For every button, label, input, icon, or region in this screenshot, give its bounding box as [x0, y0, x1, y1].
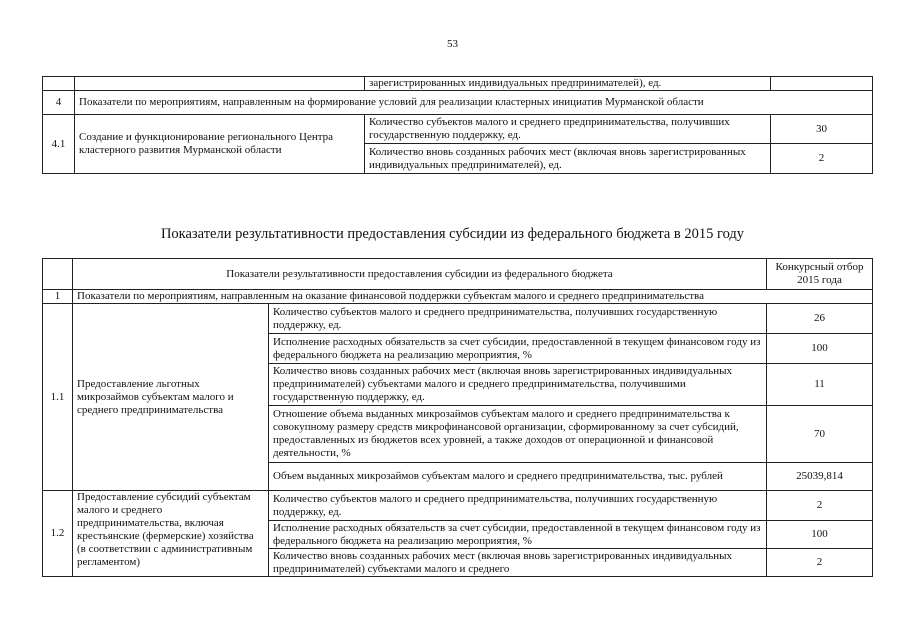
- section-row: [43, 290, 873, 304]
- indicator-cell: зарегистрированных индивидуальных предпринимателей), ед.: [365, 77, 771, 91]
- table-row: [43, 491, 873, 521]
- row-number-cell: 1: [43, 290, 73, 304]
- indicator-cell: Исполнение расходных обязательств за счет субсидии, предоставленной в текущем финансовом году из федерального бюджета на реализацию мероприятия, %: [269, 521, 767, 549]
- indicator-cell: Количество вновь созданных рабочих мест (включая вновь зарегистрированных индивидуальных предпринимателей) субъектами малого и среднего: [269, 549, 767, 577]
- row-number-cell: 4.1: [43, 115, 75, 174]
- indicator-cell: Отношение объема выданных микрозаймов субъектам малого и среднего предпринимательства к совокупному размеру средств микрофинансовой организации, сформированному за счет субсидий, предоставленных из бюджетов всех уровней, а также доходов от операционной и финансовой деятельности, %: [269, 406, 767, 463]
- value-cell: 100: [767, 334, 873, 364]
- activity-cell: Предоставление субсидий субъектам малого и среднего предпринимательства, включая крестьянские (фермерские) хозяйства (в соответствии с административным регламентом): [73, 491, 269, 577]
- indicator-cell: Количество субъектов малого и среднего предпринимательства, получивших государственную поддержку, ед.: [365, 115, 771, 144]
- value-cell: 70: [767, 406, 873, 463]
- table-row: [43, 115, 873, 144]
- row-number-cell: 1.1: [43, 304, 73, 491]
- value-cell: [771, 77, 873, 91]
- header-number-cell: [43, 259, 73, 290]
- page-number: 53: [447, 38, 458, 50]
- activity-cell: Создание и функционирование регионального Центра кластерного развития Мурманской области: [75, 115, 365, 174]
- section-heading: Показатели результативности предоставления субсидии из федерального бюджета в 2015 году: [160, 226, 745, 242]
- indicator-cell: Исполнение расходных обязательств за счет субсидии, предоставленной в текущем финансовом году из федерального бюджета на реализацию мероприятия, %: [269, 334, 767, 364]
- indicator-cell: Количество субъектов малого и среднего предпринимательства, получивших государственную поддержку, ед.: [269, 304, 767, 334]
- header-value-cell: Конкурсный отбор 2015 года: [767, 259, 873, 290]
- table-row: [43, 304, 873, 334]
- section-row: [43, 91, 873, 115]
- value-cell: 100: [767, 521, 873, 549]
- value-cell: 26: [767, 304, 873, 334]
- value-cell: 25039,814: [767, 463, 873, 491]
- section-title-cell: Показатели по мероприятиям, направленным на оказание финансовой поддержки субъектам малого и среднего предпринимательства: [73, 290, 873, 304]
- indicator-cell: Количество вновь созданных рабочих мест (включая вновь зарегистрированных индивидуальных предпринимателей), ед.: [365, 144, 771, 174]
- row-number-cell: 4: [43, 91, 75, 115]
- indicator-cell: Объем выданных микрозаймов субъектам малого и среднего предпринимательства, тыс. рублей: [269, 463, 767, 491]
- value-cell: 2: [771, 144, 873, 174]
- indicator-cell: Количество вновь созданных рабочих мест (включая вновь зарегистрированных индивидуальных предпринимателей) субъектами малого и среднего предпринимательства, получившими государственную поддержку, ед.: [269, 364, 767, 406]
- header-row: [43, 259, 873, 290]
- value-cell: 30: [771, 115, 873, 144]
- value-cell: 2: [767, 491, 873, 521]
- cluster-indicators-table: [42, 76, 873, 174]
- indicator-cell: Количество субъектов малого и среднего предпринимательства, получивших государственную поддержку, ед.: [269, 491, 767, 521]
- value-cell: 11: [767, 364, 873, 406]
- section-title-cell: Показатели по мероприятиям, направленным на формирование условий для реализации кластерных инициатив Мурманской области: [75, 91, 873, 115]
- row-number-cell: 1.2: [43, 491, 73, 577]
- table-row: [43, 77, 873, 91]
- row-number-cell: [43, 77, 75, 91]
- activity-cell: Предоставление льготных микрозаймов субъектам малого и среднего предпринимательства: [73, 304, 269, 491]
- value-cell: 2: [767, 549, 873, 577]
- federal-subsidy-indicators-table: [42, 258, 873, 577]
- header-indicators-cell: Показатели результативности предоставления субсидии из федерального бюджета: [73, 259, 767, 290]
- activity-cell: [75, 77, 365, 91]
